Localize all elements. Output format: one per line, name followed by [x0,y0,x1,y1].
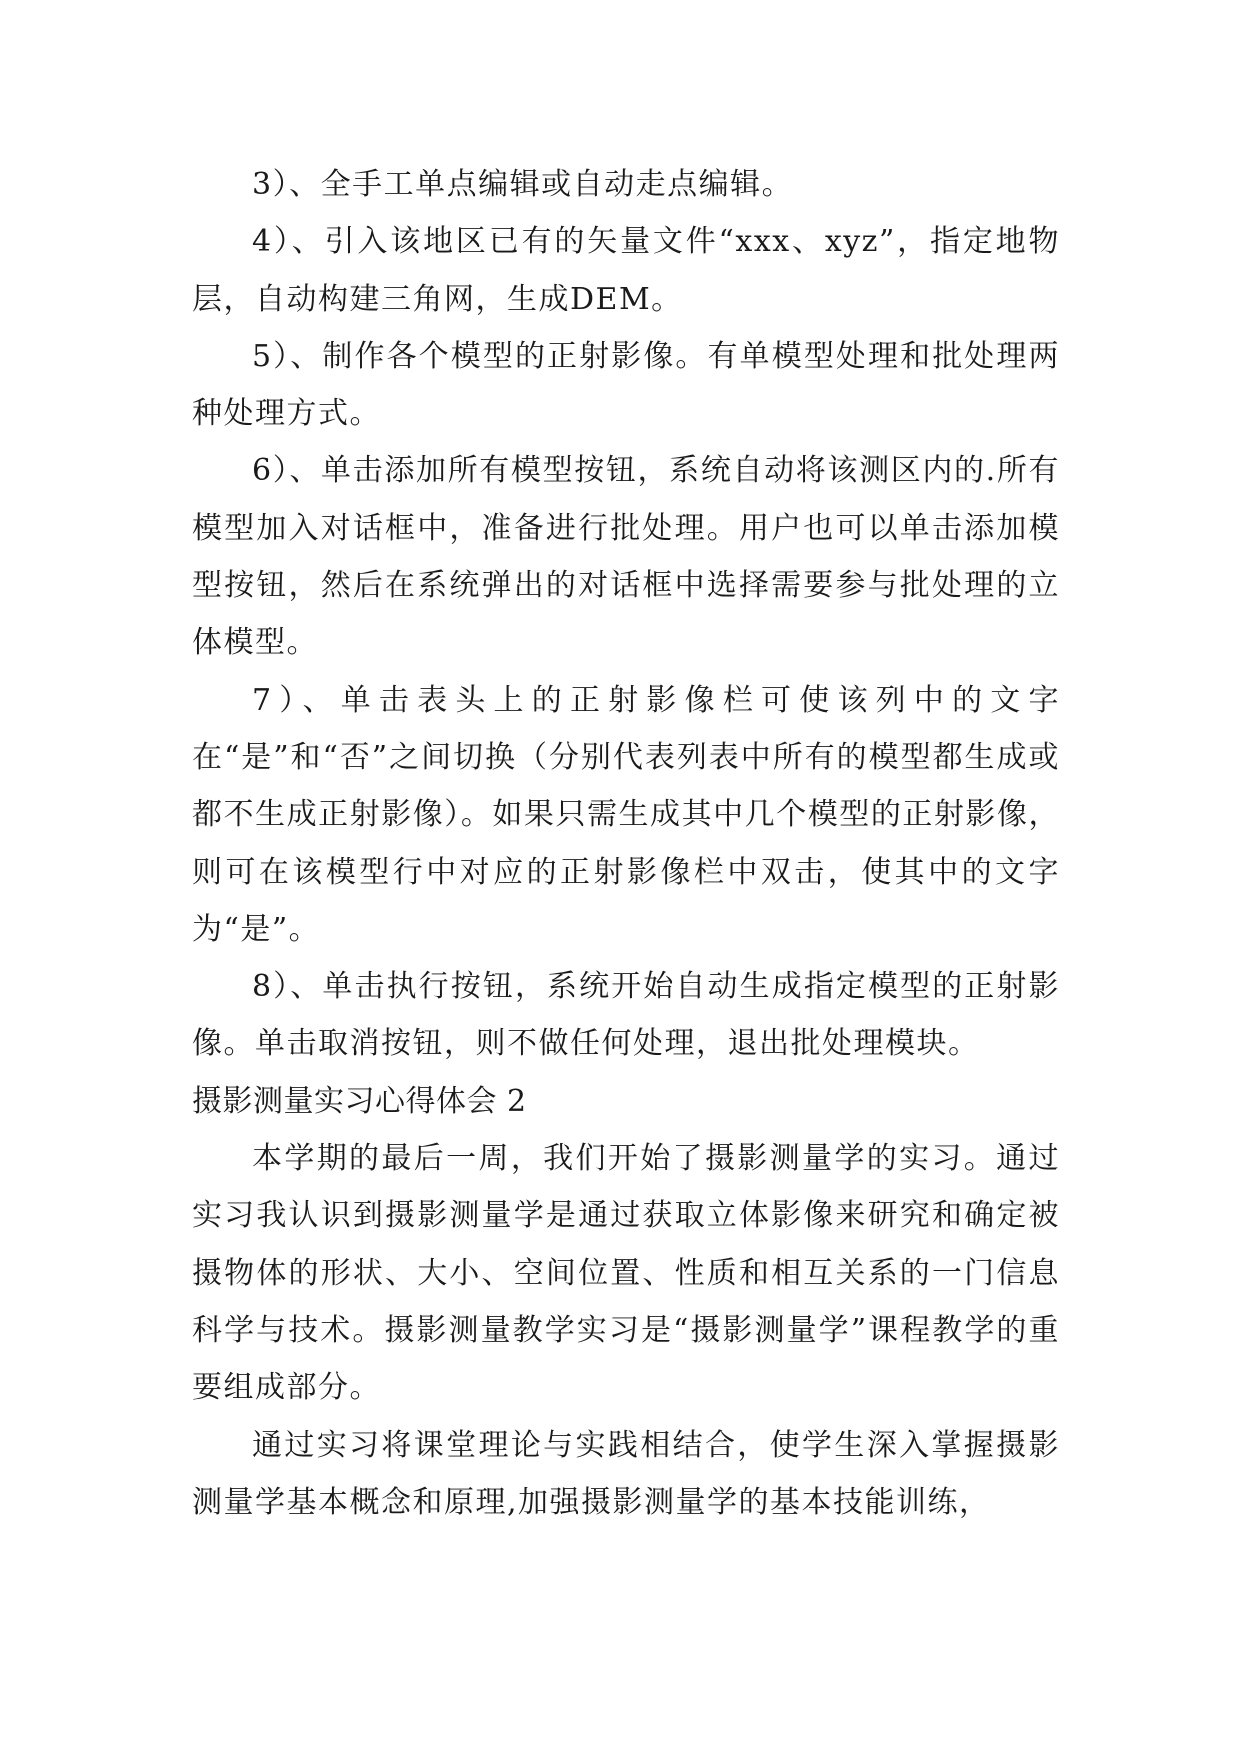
section-title: 摄影测量实习心得体会 2 [192,1083,527,1119]
step-7-paragraph: 7）、单击表头上的正射影像栏可使该列中的文字在“是”和“否”之间切换（分别代表列表中所有的模型都生成或都不生成正射影像）。如果只需生成其中几个模型的正射影像，则可在该模型行中对应的正射影像栏中双击，使其中的文字为“是”。 [192,682,1060,947]
step-5-paragraph: 5）、制作各个模型的正射影像。有单模型处理和批处理两种处理方式。 [192,338,1060,432]
step-8-paragraph: 8）、单击执行按钮，系统开始自动生成指定模型的正射影像。单击取消按钮，则不做任何处理，退出批处理模块。 [192,969,1060,1062]
section-paragraph-1: 本学期的最后一周，我们开始了摄影测量学的实习。通过实习我认识到摄影测量学是通过获取立体影像来研究和确定被摄物体的形状、大小、空间位置、性质和相互关系的一门信息科学与技术。摄影测量教学实习是“摄影测量学”课程教学的重要组成部分。 [192,1141,1060,1406]
step-4-paragraph: 4）、引入该地区已有的矢量文件“xxx、xyz”，指定地物层，自动构建三角网，生成DEM。 [192,224,1060,317]
step-3-paragraph: 3）、全手工单点编辑或自动走点编辑。 [252,167,794,202]
section-paragraph-2: 通过实习将课堂理论与实践相结合，使学生深入掌握摄影测量学基本概念和原理,加强摄影测量学的基本技能训练， [192,1427,1060,1520]
document-body [192,156,1060,1531]
step-6-paragraph: 6）、单击添加所有模型按钮，系统自动将该测区内的.所有模型加入对话框中，准备进行批处理。用户也可以单击添加模型按钮，然后在系统弹出的对话框中选择需要参与批处理的立体模型。 [192,453,1060,661]
